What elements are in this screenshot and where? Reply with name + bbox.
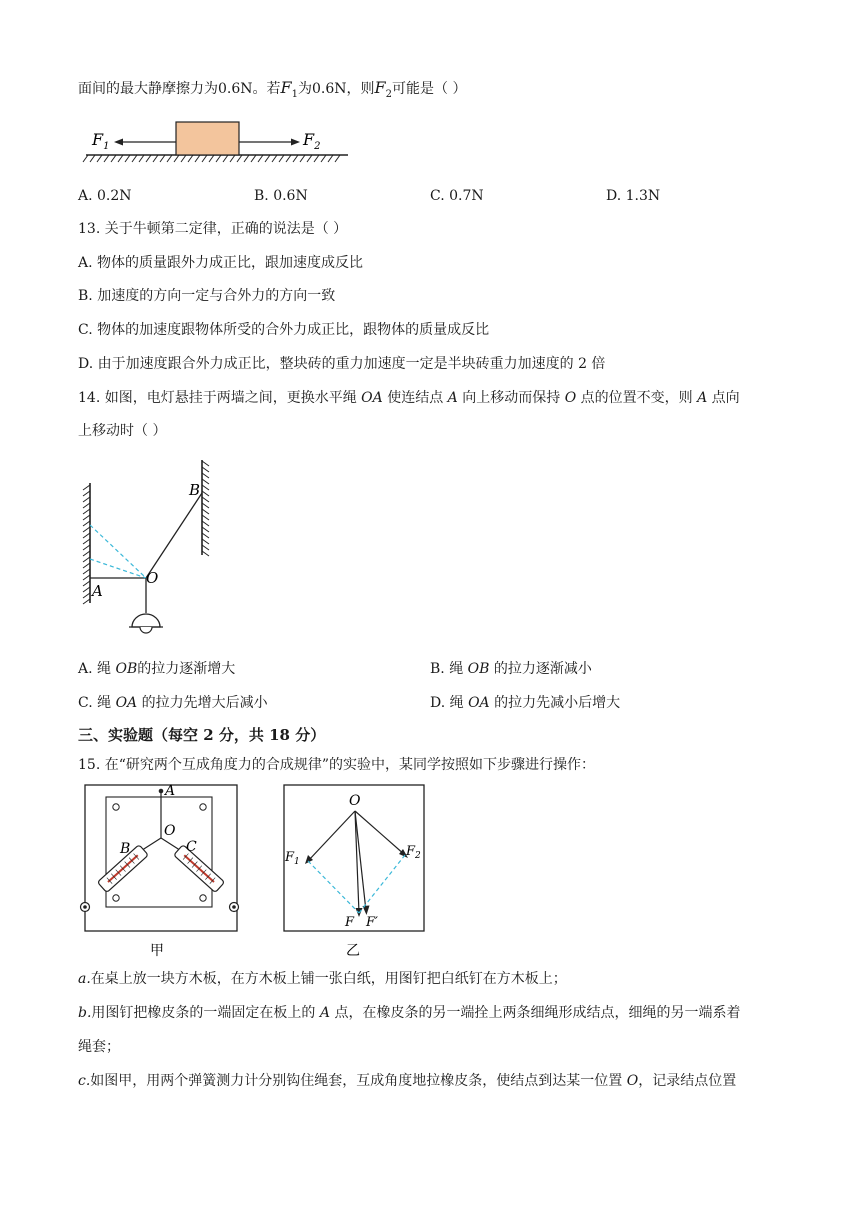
- hatch-mark: [314, 155, 319, 162]
- q15-figure-jia: [78, 783, 248, 963]
- q12-stem-value: 0.6N: [218, 81, 253, 97]
- pin-icon: [113, 895, 119, 901]
- hatch-mark: [83, 521, 90, 526]
- hatch-mark: [202, 491, 209, 496]
- hatch-mark: [216, 155, 221, 162]
- hatch-mark: [202, 473, 209, 478]
- q13-option-c[interactable]: C. 物体的加速度跟物体所受的合外力成正比，跟物体的质量成反比: [78, 322, 490, 338]
- hatch-mark: [202, 461, 209, 466]
- hatch-mark: [83, 587, 90, 592]
- label-f2: $F_2$: [303, 130, 321, 152]
- q15-step-c: c.如图甲，用两个弹簧测力计分别钩住绳套，互成角度地拉橡皮条，使结点到达某一位置 O，记录结点位置: [78, 1073, 737, 1089]
- hatch-mark: [202, 515, 209, 520]
- hatch-mark: [83, 515, 90, 520]
- q13-stem: 13. 关于牛顿第二定律，正确的说法是（ ）: [78, 221, 348, 237]
- hatch-mark: [202, 155, 207, 162]
- left-wall-hatching: [83, 485, 90, 604]
- q13-option-a[interactable]: A. 物体的质量跟外力成正比，跟加速度成反比: [78, 255, 364, 271]
- q12-figure: [80, 115, 360, 165]
- hatch-mark: [321, 155, 326, 162]
- dashed-rope-upper: [90, 525, 146, 578]
- q12-stem-text: 为: [298, 81, 312, 97]
- label-f1: $F_1$: [285, 850, 300, 867]
- q14-option-d[interactable]: D. 绳 OA 的拉力先减小后增大: [430, 695, 621, 711]
- label-a: A: [92, 582, 103, 600]
- hatch-mark: [83, 485, 90, 490]
- q12-stem-text: 。若: [252, 81, 281, 97]
- label-o: O: [164, 823, 176, 839]
- hatch-mark: [83, 545, 90, 550]
- q12-stem: [78, 78, 466, 105]
- hatch-mark: [118, 155, 123, 162]
- force-f1-arrowhead: [114, 139, 123, 146]
- q12-stem-value: 0.6N: [312, 81, 347, 97]
- hatch-mark: [132, 155, 137, 162]
- scale-ring-left-dot: [83, 905, 87, 909]
- q13-option-b[interactable]: B. 加速度的方向一定与合外力的方向一致: [78, 288, 336, 304]
- section-title: 三、实验题（每空 2 分，共 18 分）: [78, 726, 326, 744]
- q14-option-c[interactable]: C. 绳 OA 的拉力先增大后减小: [78, 695, 268, 711]
- hatch-mark: [83, 557, 90, 562]
- hatch-mark: [188, 155, 193, 162]
- label-f1: $F_1$: [92, 130, 110, 152]
- q12-stem-f1-sub: 1: [291, 88, 298, 100]
- hatch-mark: [272, 155, 277, 162]
- hatch-mark: [209, 155, 214, 162]
- caption-jia: 甲: [150, 943, 164, 959]
- q12-stem-f2-sub: 2: [385, 88, 392, 100]
- hatch-mark: [83, 503, 90, 508]
- hatch-mark: [174, 155, 179, 162]
- hatch-mark: [153, 155, 158, 162]
- q12-stem-f2: F: [374, 78, 386, 97]
- hatch-mark: [202, 551, 209, 556]
- lamp-shade: [132, 614, 160, 627]
- hatch-mark: [202, 467, 209, 472]
- label-a: A: [165, 783, 176, 799]
- hatch-mark: [83, 509, 90, 514]
- q12-option-a[interactable]: A. 0.2N: [78, 188, 132, 204]
- hatch-mark: [251, 155, 256, 162]
- hatch-mark: [230, 155, 235, 162]
- q14-stem-line2: 上移动时（ ）: [78, 423, 167, 439]
- q12-option-c[interactable]: C. 0.7N: [430, 188, 484, 204]
- caption-yi: 乙: [346, 943, 360, 959]
- hatch-mark: [83, 527, 90, 532]
- label-b: B: [120, 841, 131, 857]
- q12-stem-text: 面间的最大静摩擦力为: [78, 81, 218, 97]
- block: [176, 122, 239, 155]
- hatch-mark: [328, 155, 333, 162]
- hatch-mark: [202, 509, 209, 514]
- hatch-mark: [202, 539, 209, 544]
- q12-stem-text: 可能是（ ）: [392, 81, 467, 97]
- pin-icon: [200, 895, 206, 901]
- q12-stem-f1: F: [280, 78, 292, 97]
- hatch-mark: [202, 485, 209, 490]
- hatch-mark: [125, 155, 130, 162]
- hatch-mark: [146, 155, 151, 162]
- label-f2: $F_2$: [406, 844, 421, 861]
- hatch-mark: [335, 155, 340, 162]
- hatch-mark: [265, 155, 270, 162]
- pin-icon: [113, 804, 119, 810]
- hatch-mark: [202, 545, 209, 550]
- hatch-mark: [167, 155, 172, 162]
- hatch-mark: [202, 497, 209, 502]
- hatch-mark: [195, 155, 200, 162]
- hatch-mark: [83, 581, 90, 586]
- label-o: O: [349, 793, 361, 809]
- label-c: C: [186, 839, 197, 855]
- q15-figure-yi: [282, 783, 432, 963]
- hatch-mark: [97, 155, 102, 162]
- q15-stem: 15. 在“研究两个互成角度力的合成规律”的实验中，某同学按照如下步骤进行操作：: [78, 757, 596, 773]
- hatch-mark: [90, 155, 95, 162]
- hatch-mark: [202, 521, 209, 526]
- hatch-mark: [202, 533, 209, 538]
- hatch-mark: [286, 155, 291, 162]
- hatch-mark: [104, 155, 109, 162]
- hatch-mark: [83, 551, 90, 556]
- hatch-mark: [83, 155, 88, 162]
- q14-option-b[interactable]: B. 绳 OB 的拉力逐渐减小: [430, 661, 592, 677]
- ground-hatching: [83, 155, 340, 162]
- hatch-mark: [83, 599, 90, 604]
- q14-option-a[interactable]: A. 绳 OB的拉力逐渐增大: [78, 661, 236, 677]
- label-b: B: [189, 481, 201, 499]
- hatch-mark: [83, 563, 90, 568]
- hatch-mark: [202, 503, 209, 508]
- rope-ob: [146, 493, 202, 578]
- label-f: F: [345, 915, 355, 930]
- q15-step-b: b.用图钉把橡皮条的一端固定在板上的 A 点，在橡皮条的另一端拴上两条细绳形成结点，细绳的另一端系着: [78, 1005, 741, 1021]
- q13-option-d[interactable]: D. 由于加速度跟合外力成正比，整块砖的重力加速度一定是半块砖重力加速度的 2 倍: [78, 356, 606, 372]
- q15-step-a: a.在桌上放一块方木板，在方木板上铺一张白纸，用图钉把白纸钉在方木板上；: [78, 971, 567, 987]
- hatch-mark: [139, 155, 144, 162]
- hatch-mark: [83, 575, 90, 580]
- q12-option-b[interactable]: B. 0.6N: [254, 188, 308, 204]
- pin-icon: [200, 804, 206, 810]
- hatch-mark: [202, 479, 209, 484]
- dashed-rope-lower: [90, 559, 146, 578]
- hatch-mark: [83, 533, 90, 538]
- hatch-mark: [83, 491, 90, 496]
- label-o: O: [146, 569, 159, 587]
- q12-stem-text: ，则: [346, 81, 375, 97]
- hatch-mark: [258, 155, 263, 162]
- hatch-mark: [83, 497, 90, 502]
- hatch-mark: [83, 539, 90, 544]
- hatch-mark: [279, 155, 284, 162]
- hatch-mark: [223, 155, 228, 162]
- hatch-mark: [293, 155, 298, 162]
- hatch-mark: [244, 155, 249, 162]
- q14-stem-line1: 14. 如图，电灯悬挂于两墙之间，更换水平绳 OA 使连结点 A 向上移动而保持 O 点的位置不变，则 A 点向: [78, 390, 740, 406]
- hatch-mark: [300, 155, 305, 162]
- right-wall-hatching: [202, 461, 209, 556]
- hatch-mark: [202, 527, 209, 532]
- hatch-mark: [307, 155, 312, 162]
- hatch-mark: [83, 593, 90, 598]
- hatch-mark: [111, 155, 116, 162]
- label-f-prime: F′: [366, 915, 378, 930]
- hatch-mark: [181, 155, 186, 162]
- q15-step-b-cont: 绳套；: [78, 1039, 120, 1055]
- hatch-mark: [237, 155, 242, 162]
- hatch-mark: [83, 569, 90, 574]
- q12-option-d[interactable]: D. 1.3N: [606, 188, 661, 204]
- force-f2-arrowhead: [291, 139, 300, 146]
- light-bulb-icon: [140, 627, 152, 633]
- scale-ring-right-dot: [232, 905, 236, 909]
- q14-figure: [72, 455, 232, 645]
- hatch-mark: [160, 155, 165, 162]
